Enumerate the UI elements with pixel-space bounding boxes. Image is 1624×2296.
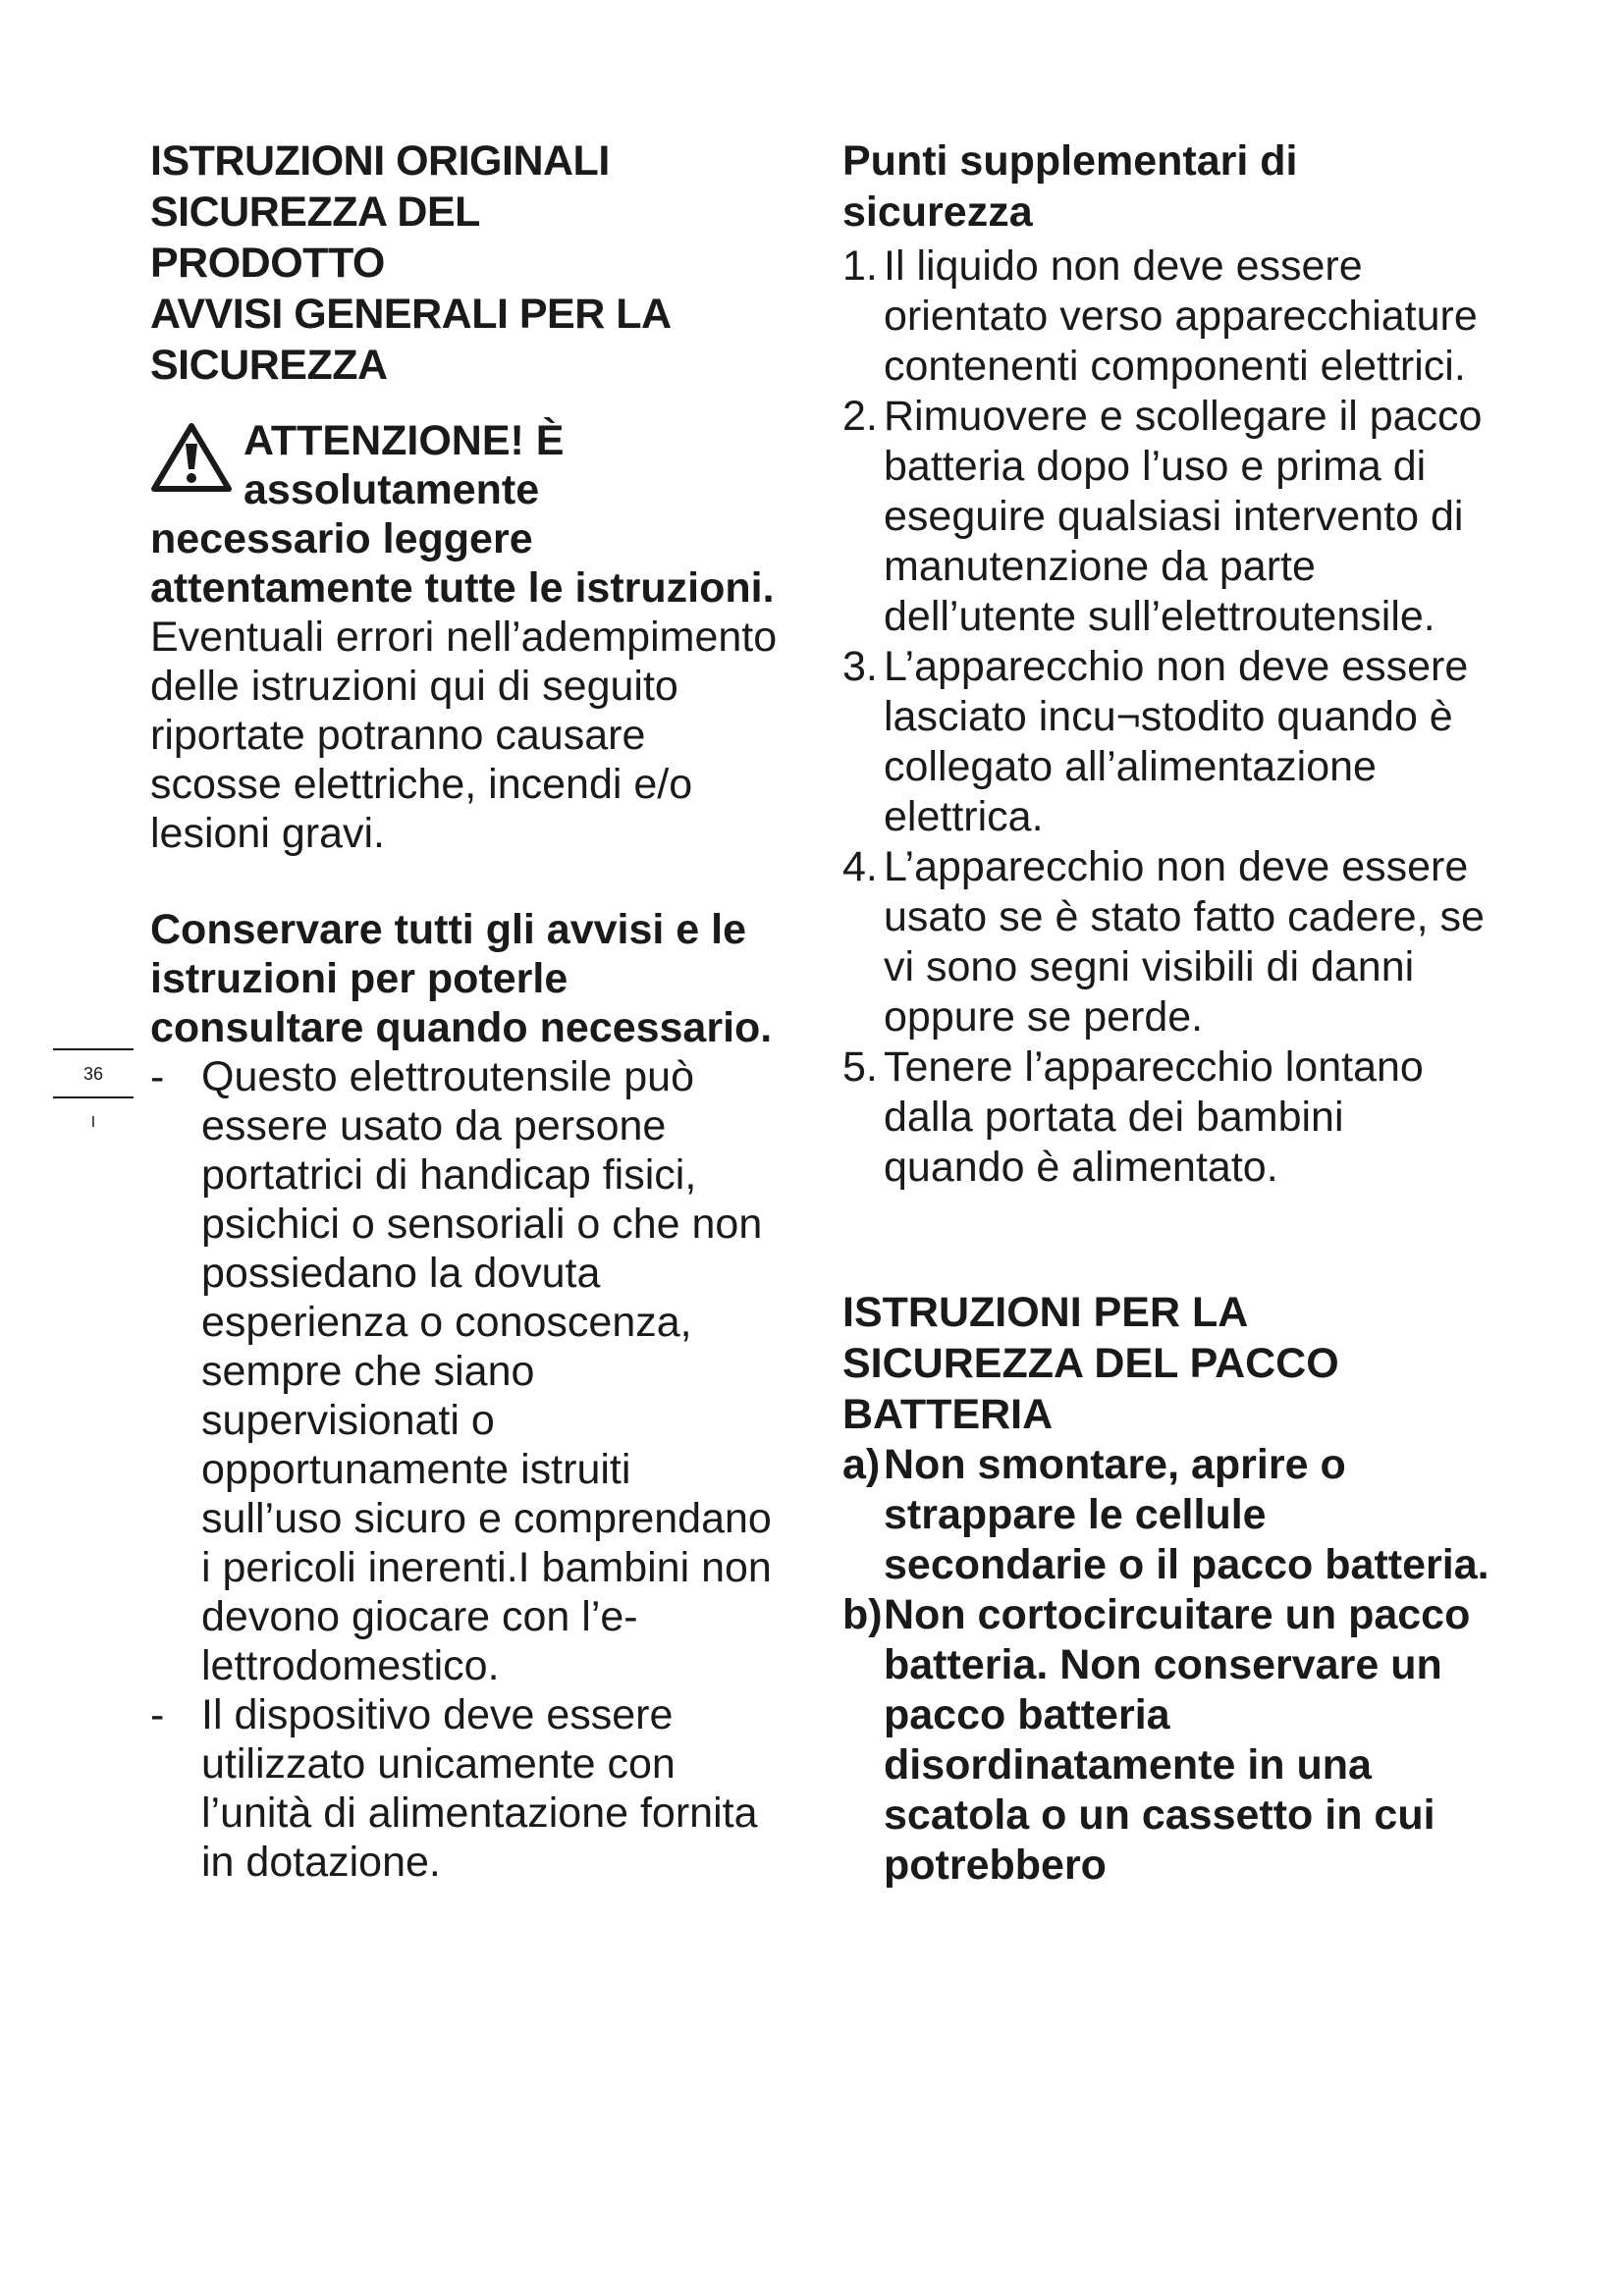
title-line: PRODOTTO xyxy=(150,240,385,287)
dash-list xyxy=(150,1052,779,1887)
title-line: SICUREZZA DEL PACCO xyxy=(842,1340,1339,1387)
list-item xyxy=(842,642,1490,842)
title-line: AVVISI GENERALI PER LA xyxy=(150,291,672,338)
list-item xyxy=(842,1590,1490,1891)
list-item-text: Rimuovere e scollegare il pacco batteria dopo l’uso e prima di eseguire qualsiasi intervento di manutenzione da parte dell’utente sull’elettroutensile. xyxy=(884,393,1483,640)
language-code: I xyxy=(90,1114,96,1131)
item-number: 4. xyxy=(842,843,878,890)
warning-head-line: ATTENZIONE! È xyxy=(244,417,565,464)
warning-body-text: Eventuali errori nell’adempimento delle istruzioni qui di seguito riportate potranno causare scosse elettriche, incendi e/o lesioni gravi. xyxy=(150,614,778,857)
warning-bold-text: necessario leggere attentamente tutte le istruzioni. xyxy=(150,515,775,612)
numbered-list xyxy=(842,241,1490,1193)
warning-heading xyxy=(150,416,779,514)
title-line: SICUREZZA xyxy=(150,342,388,389)
warning-block xyxy=(150,416,779,858)
list-item-text: Il dispositivo deve essere utilizzato unicamente con l’unità di alimentazione fornita in dotazione. xyxy=(201,1691,758,1886)
item-number: 1. xyxy=(842,242,878,290)
warning-text xyxy=(150,514,779,858)
list-item-text: L’apparecchio non deve essere lasciato incu¬stodito quando è collegato all’alimentazione elettrica. xyxy=(884,643,1469,840)
item-number: 5. xyxy=(842,1043,878,1091)
page-marker xyxy=(53,1048,134,1132)
battery-safety-title xyxy=(842,1287,1490,1440)
list-item-text: Non smontare, aprire o strappare le cellule secondarie o il pacco batteria. xyxy=(884,1441,1489,1588)
list-item-text: L’apparecchio non deve essere usato se è stato fatto cadere, se vi sono segni visibili di danni oppure se perde. xyxy=(884,843,1485,1041)
supplementary-safety-title: Punti supplementari di sicurezza xyxy=(842,137,1298,236)
item-number: 3. xyxy=(842,643,878,690)
right-column xyxy=(842,135,1490,1891)
item-letter: b) xyxy=(842,1591,883,1638)
item-letter: a) xyxy=(842,1441,881,1488)
page-number: 36 xyxy=(82,1064,104,1084)
lettered-list xyxy=(842,1440,1490,1891)
warning-triangle-icon xyxy=(150,420,233,493)
title-line: BATTERIA xyxy=(842,1391,1054,1438)
list-item xyxy=(842,1042,1490,1193)
list-item-text: Il liquido non deve essere orientato verso apparecchiature contenenti componenti elettrici. xyxy=(884,242,1478,390)
divider xyxy=(53,1096,134,1098)
list-item xyxy=(842,842,1490,1042)
list-item-text: Tenere l’apparecchio lontano dalla portata dei bambini quando è alimentato. xyxy=(884,1043,1424,1191)
item-number: 2. xyxy=(842,393,878,440)
list-item xyxy=(150,1052,779,1690)
dash-bullet: - xyxy=(150,1691,165,1738)
list-item-text: Non cortocircuitare un pacco batteria. Non conservare un pacco batteria disordinatamente in una scatola o un cassetto in cui potrebbero xyxy=(884,1591,1471,1889)
list-item xyxy=(842,241,1490,392)
warning-head-line: assolutamente xyxy=(244,466,540,513)
list-item-text: Questo elettroutensile può essere usato da persone portatrici di handicap fisici, psichici o sensoriali o che non possiedano la dovuta esperienza o conoscenza, sempre che siano supervisionati o opportunamente istruiti sull’uso sicuro e comprendano i pericoli inerenti.I bambini non devono giocare con l’e-lettrodomestico. xyxy=(201,1053,772,1689)
document-title xyxy=(150,135,779,391)
list-item xyxy=(842,1440,1490,1590)
title-line: SICUREZZA DEL xyxy=(150,188,480,236)
battery-safety-section xyxy=(842,1287,1490,1891)
list-item xyxy=(842,392,1490,642)
dash-bullet: - xyxy=(150,1053,165,1100)
list-item xyxy=(150,1690,779,1887)
title-line: ISTRUZIONI ORIGINALI xyxy=(150,137,610,185)
keep-instructions-notice: Conservare tutti gli avvisi e le istruzioni per poterle consultare quando necessario. xyxy=(150,906,773,1051)
left-column xyxy=(150,135,779,1887)
title-line: ISTRUZIONI PER LA xyxy=(842,1289,1249,1336)
